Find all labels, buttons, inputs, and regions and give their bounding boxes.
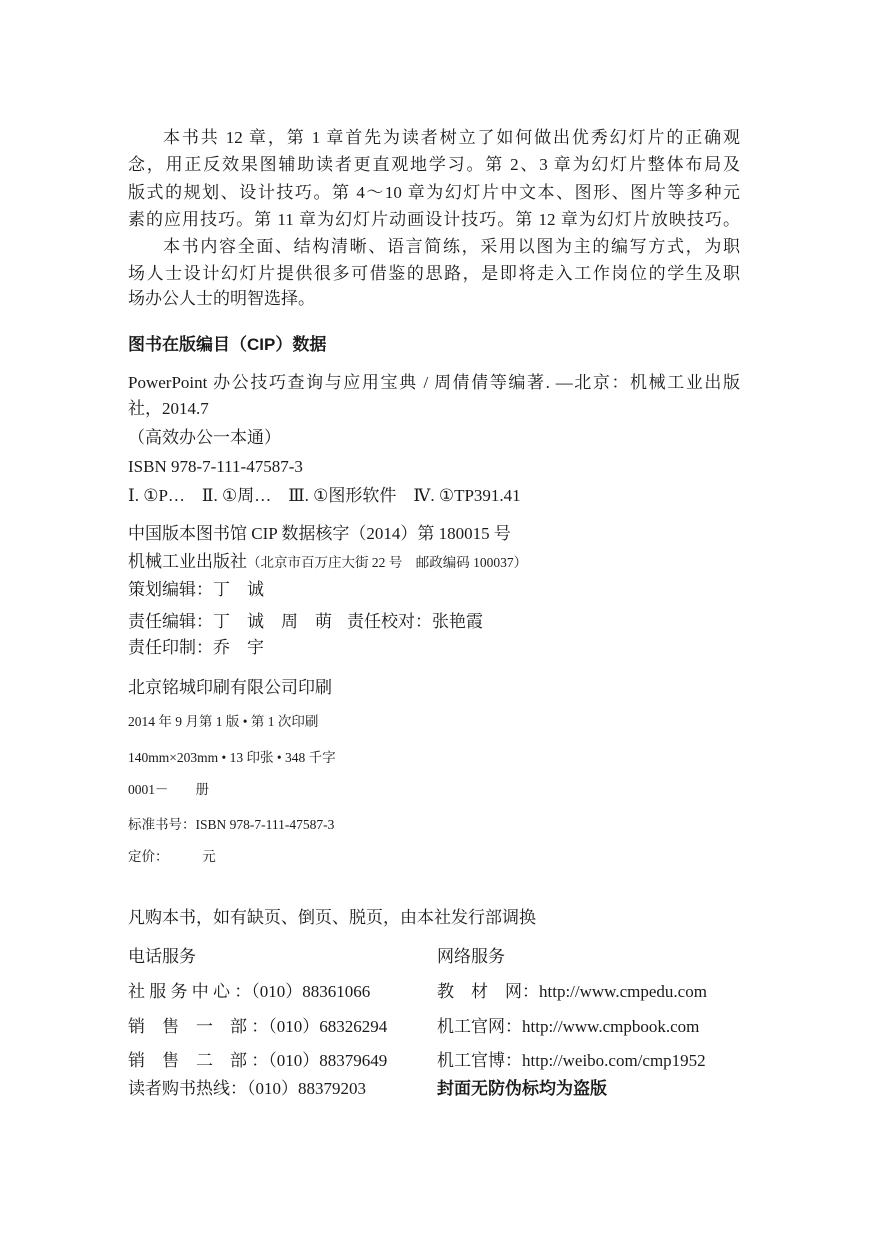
anti-piracy-notice: 封面无防伪标均为盗版: [437, 1079, 607, 1098]
phone-sales-2: 销 售 二 部 ：（010）88379649: [128, 1051, 388, 1070]
cip-isbn: ISBN 978-7-111-47587-3: [128, 457, 303, 476]
intro-line: 本书内容全面、结构清晰、语言简练，采用以图为主的编写方式，为职: [163, 237, 740, 256]
price: 定价： 元: [128, 849, 216, 864]
intro-line: 念，用正反效果图辅助读者更直观地学习。第 2、3 章为幻灯片整体布局及: [128, 155, 740, 174]
intro-line: 场人士设计幻灯片提供很多可借鉴的思路，是即将走入工作岗位的学生及职: [128, 264, 740, 283]
publisher-address: （北京市百万庄大街 22 号 邮政编码 100037）: [247, 555, 528, 570]
replacement-notice: 凡购本书，如有缺页、倒页、脱页，由本社发行部调换: [128, 908, 536, 927]
cip-heading: 图书在版编目（CIP）数据: [128, 335, 327, 354]
cip-series: （高效办公一本通）: [128, 428, 281, 447]
phone-service-center: 社 服 务 中 心 ：（010）88361066: [128, 982, 371, 1001]
publisher-name: 机械工业出版社: [128, 552, 247, 571]
publisher-line: [128, 548, 527, 576]
planning-editor: 策划编辑：丁 诚: [128, 580, 264, 599]
web-textbook-site[interactable]: 教 材 网：http://www.cmpedu.com: [437, 982, 707, 1001]
responsible-editor: 责任编辑：丁 诚 周 萌: [128, 612, 332, 631]
web-service-heading: 网络服务: [437, 947, 505, 966]
intro-line: 版式的规划、设计技巧。第 4～10 章为幻灯片中文本、图形、图片等多种元: [128, 183, 740, 202]
intro-line: 本书共 12 章，第 1 章首先为读者树立了如何做出优秀幻灯片的正确观: [163, 128, 740, 147]
web-official-site[interactable]: 机工官网：http://www.cmpbook.com: [437, 1017, 700, 1036]
cip-title-line: PowerPoint 办公技巧查询与应用宝典 / 周倩倩等编著. —北京：机械工业出版: [128, 373, 740, 392]
print-run: 0001－ 册: [128, 782, 209, 797]
intro-line: 场办公人士的明智选择。: [128, 289, 315, 308]
cip-title-line: 社，2014.7: [128, 399, 209, 418]
printer: 北京铭城印刷有限公司印刷: [128, 678, 332, 697]
proofreader: 责任校对：张艳霞: [347, 612, 483, 631]
phone-reader-hotline: 读者购书热线：（010）88379203: [128, 1079, 366, 1098]
web-official-weibo[interactable]: 机工官博：http://weibo.com/cmp1952: [437, 1051, 706, 1070]
standard-number: 标准书号：ISBN 978-7-111-47587-3: [128, 817, 335, 832]
printing-supervisor: 责任印制：乔 宇: [128, 638, 264, 657]
intro-line: 素的应用技巧。第 11 章为幻灯片动画设计技巧。第 12 章为幻灯片放映技巧。: [128, 210, 740, 229]
cip-classification: Ⅰ. ①P… Ⅱ. ①周… Ⅲ. ①图形软件 Ⅳ. ①TP391.41: [128, 486, 521, 505]
phone-sales-1: 销 售 一 部 ：（010）68326294: [128, 1017, 388, 1036]
format: 140mm×203mm • 13 印张 • 348 千字: [128, 750, 336, 765]
edition: 2014 年 9 月第 1 版 • 第 1 次印刷: [128, 714, 319, 729]
phone-service-heading: 电话服务: [128, 947, 196, 966]
cip-number: 中国版本图书馆 CIP 数据核字（2014）第 180015 号: [128, 524, 511, 543]
